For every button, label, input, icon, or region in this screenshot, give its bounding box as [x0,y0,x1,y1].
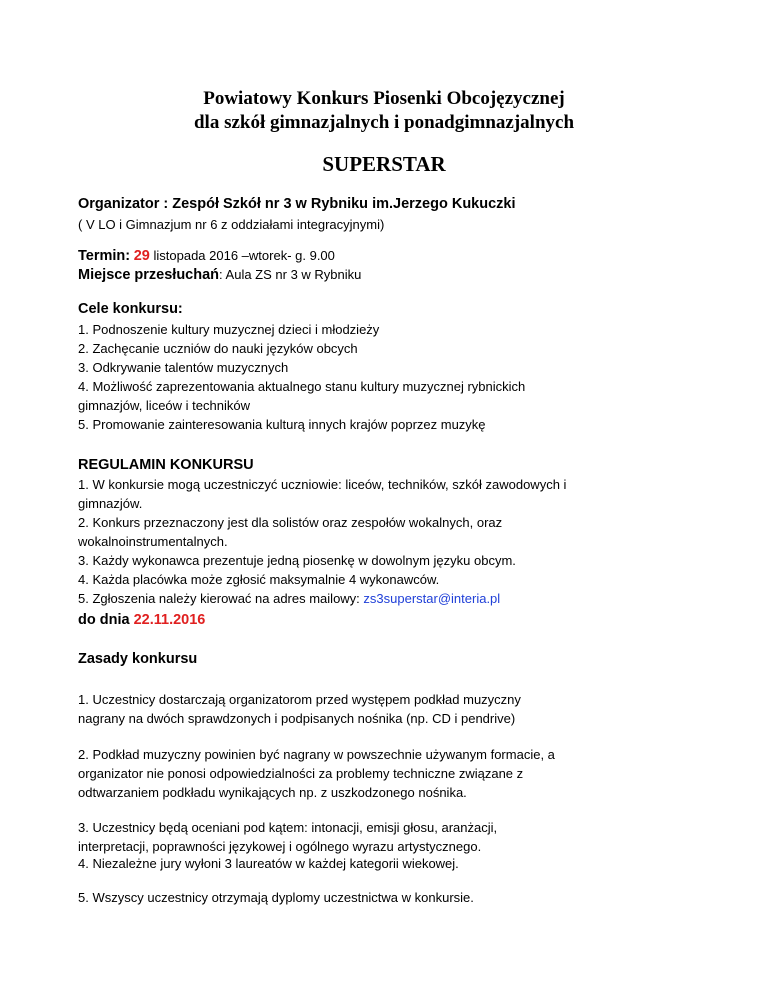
goals-heading: Cele konkursu: [78,301,183,317]
rule-item-5 [78,589,698,608]
principle-line: odtwarzaniem podkładu wynikających np. z uszkodzonego nośnika. [78,785,467,800]
principle-line: nagrany na dwóch sprawdzonych i podpisanych nośnika (np. CD i pendrive) [78,711,516,726]
goal-item: 1. Podnoszenie kultury muzycznej dzieci i młodzieży [78,322,380,337]
rule-item: 1. W konkursie mogą uczestniczyć uczniowie: liceów, techników, szkół zawodowych i [78,477,567,492]
title-superstar: SUPERSTAR [322,152,446,176]
rules-heading: REGULAMIN KONKURSU [78,457,254,473]
principle-line: 2. Podkład muzyczny powinien być nagrany w powszechnie używanym formacie, a [78,747,555,762]
goal-item: 2. Zachęcanie uczniów do nauki języków obcych [78,341,358,356]
goal-item: 4. Możliwość zaprezentowania aktualnego stanu kultury muzycznej rybnickich [78,379,526,394]
goals-list [78,320,698,434]
goal-item: 5. Promowanie zainteresowania kulturą innych krajów poprzez muzykę [78,417,486,432]
principle-line: 3. Uczestnicy będą oceniani pod kątem: intonacji, emisji głosu, aranżacji, [78,820,498,835]
principle-line: 5. Wszyscy uczestnicy otrzymają dyplomy uczestnictwa w konkursie. [78,890,474,905]
deadline-date: 22.11.2016 [133,612,206,628]
principles-heading: Zasady konkursu [78,651,198,667]
principle-line: 4. Niezależne jury wyłoni 3 laureatów w każdej kategorii wiekowej. [78,856,459,871]
principle-paragraph [78,888,698,907]
rules-list [78,475,698,608]
place-value: : Aula ZS nr 3 w Rybniku [219,267,362,282]
title-line-1: Powiatowy Konkurs Piosenki Obcojęzycznej [203,88,565,109]
term-label: Termin: [78,248,131,264]
deadline-label: do dnia [78,612,130,628]
principle-line: interpretacji, poprawności językowej i ogólnego wyrazu artystycznego. [78,839,482,854]
rule-item: 2. Konkurs przeznaczony jest dla solistów oraz zespołów wokalnych, oraz [78,515,503,530]
principle-paragraph [78,690,698,728]
organizer-heading: Organizator : Zespół Szkół nr 3 w Rybniku im.Jerzego Kukuczki [78,196,516,212]
rule-item: gimnazjów. [78,496,143,511]
goal-item: gimnazjów, liceów i techników [78,398,250,413]
place-line [78,266,698,284]
term-rest: listopada 2016 –wtorek- g. 9.00 [153,248,335,263]
rule-item-5-text: 5. Zgłoszenia należy kierować na adres mailowy: [78,591,364,606]
place-label: Miejsce przesłuchań [78,267,220,283]
term-line [78,248,698,264]
deadline-line [78,612,698,628]
title-line-2: dla szkół gimnazjalnych i ponadgimnazjalnych [193,112,575,133]
term-day: 29 [133,248,150,264]
email-link[interactable]: zs3superstar@interia.pl [363,591,501,606]
principle-paragraph [78,745,698,802]
principle-paragraph [78,818,698,856]
rule-item: 3. Każdy wykonawca prezentuje jedną piosenkę w dowolnym języku obcym. [78,553,516,568]
principle-line: organizator nie ponosi odpowiedzialności za problemy techniczne związane z [78,766,524,781]
rule-item: wokalnoinstrumentalnych. [78,534,228,549]
principle-line: 1. Uczestnicy dostarczają organizatorom przed występem podkład muzyczny [78,692,521,707]
rule-item: 4. Każda placówka może zgłosić maksymalnie 4 wykonawców. [78,572,440,587]
principle-paragraph [78,854,698,873]
organizer-sub: ( V LO i Gimnazjum nr 6 z oddziałami integracyjnymi) [78,217,385,232]
goal-item: 3. Odkrywanie talentów muzycznych [78,360,289,375]
